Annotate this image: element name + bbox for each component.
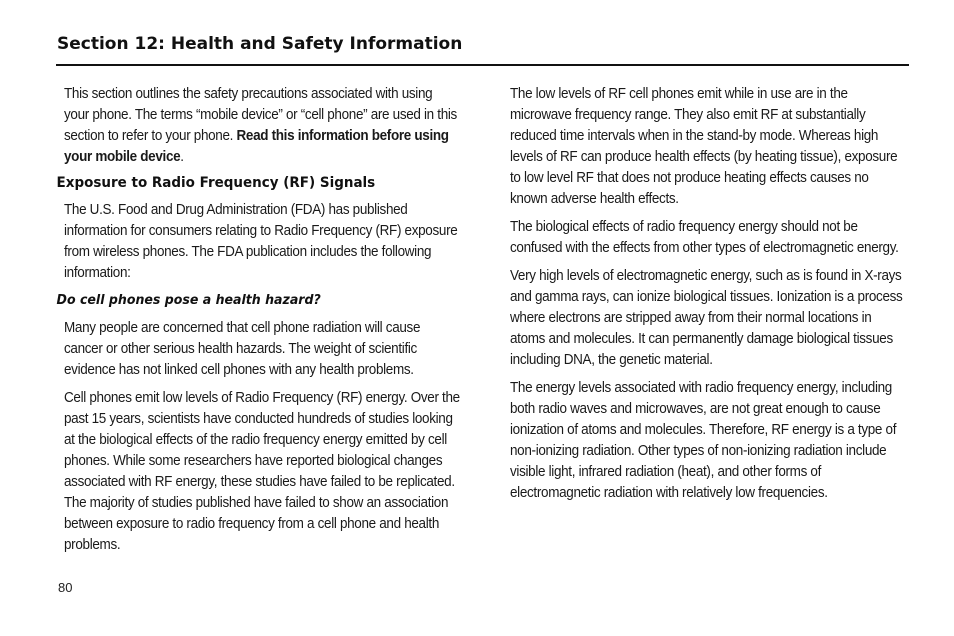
left-column xyxy=(56,84,460,563)
intro-bold-text: Read this information before using your mobile device xyxy=(64,128,449,165)
intro-text: This section outlines the safety precautions associated with using your phone. The terms “mobile device” or “cell phone” are used in this section to refer to your phone. xyxy=(64,86,457,144)
intro-paragraph xyxy=(64,84,460,168)
low-levels-paragraph: The low levels of RF cell phones emit while in use are in the microwave frequency range. They also emit RF at substantially reduced time intervals when in the stand-by mode. Whereas high levels of RF can produce health effects (by heating tissue), exposure to low level RF that does not produce heating effects causes no known adverse health effects. xyxy=(510,86,898,207)
biological-effects-paragraph: The biological effects of radio frequency energy should not be confused with the effects from other types of electromagnetic energy. xyxy=(510,219,899,256)
concerned-paragraph: Many people are concerned that cell phone radiation will cause cancer or other serious health hazards. The weight of scientific evidence has not linked cell phones with any health problems. xyxy=(64,320,421,378)
very-high-levels-paragraph: Very high levels of electromagnetic energy, such as is found in X-rays and gamma rays, can ionize biological tissues. Ionization is a process where electrons are stripped away from their normal locations in atoms and molecules. It can permanently damage biological tissues including DNA, the genetic material. xyxy=(510,268,903,368)
intro-end: . xyxy=(180,149,184,165)
page-number: 80 xyxy=(58,580,73,595)
health-hazard-question: Do cell phones pose a health hazard? xyxy=(56,292,321,308)
emit-paragraph: Cell phones emit low levels of Radio Frequency (RF) energy. Over the past 15 years, scientists have conducted hundreds of studies looking at the biological effects of the radio frequency energy emitted by cell phones. While some researchers have reported biological changes associated with RF energy, these studies have failed to be replicated. The majority of studies published have failed to show an association between exposure to radio frequency from a cell phone and health problems. xyxy=(64,390,460,553)
rf-signals-heading: Exposure to Radio Frequency (RF) Signals xyxy=(56,175,376,191)
right-column xyxy=(510,84,906,511)
section-title: Section 12: Health and Safety Information xyxy=(57,34,463,54)
title-divider xyxy=(56,64,909,66)
fda-paragraph: The U.S. Food and Drug Administration (FDA) has published information for consumers relating to Radio Frequency (RF) exposure from wireless phones. The FDA publication includes the following information: xyxy=(64,202,458,281)
energy-levels-paragraph: The energy levels associated with radio frequency energy, including both radio waves and microwaves, are not great enough to cause ionization of atoms and molecules. Therefore, RF energy is a type of non-ionizing radiation. Other types of non-ionizing radiation include visible light, infrared radiation (heat), and other forms of electromagnetic radiation with relatively low frequencies. xyxy=(510,380,897,501)
